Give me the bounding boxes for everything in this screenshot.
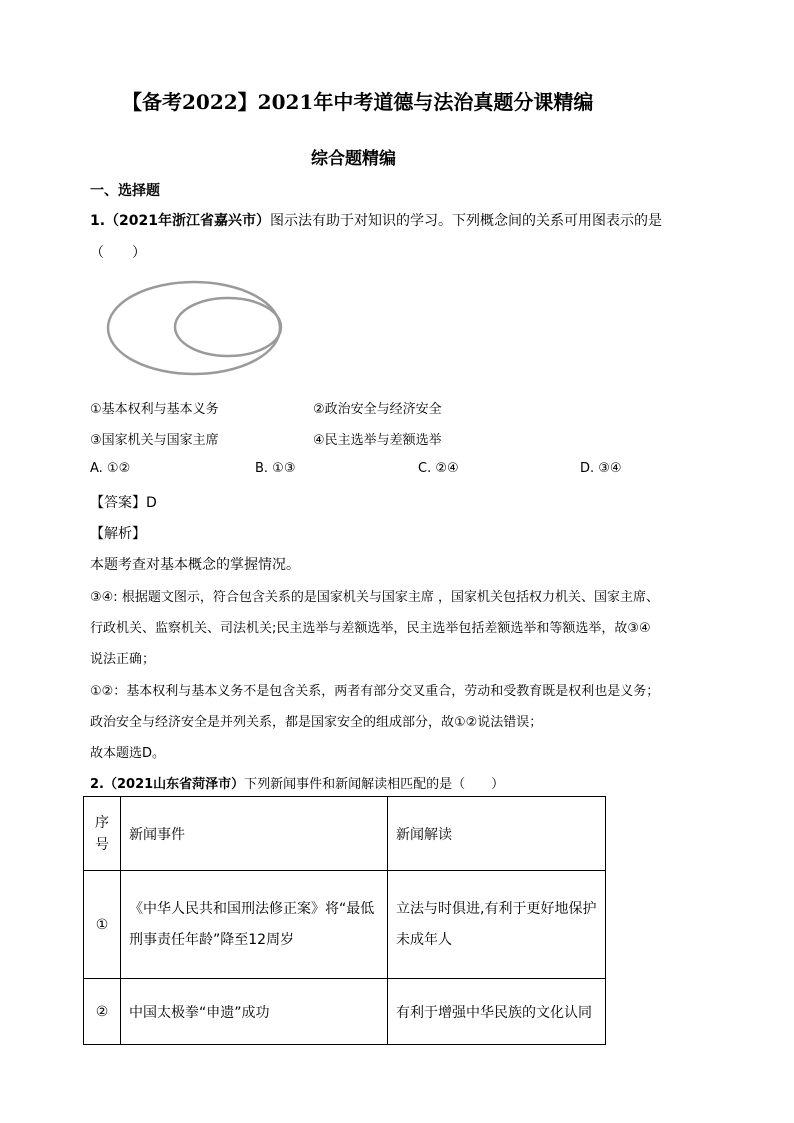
question-1-blank: （ ）: [90, 245, 146, 261]
header-interpretation: 新闻解读: [388, 797, 606, 871]
header-event: 新闻事件: [121, 797, 388, 871]
header-number-text: 序号: [95, 814, 109, 853]
row-1-interp-line-1: 立法与时俱进,有利于更好地保护: [396, 900, 597, 917]
analysis-line-2: ③④: 根据题文图示，符合包含关系的是国家机关与国家主席 ，国家机关包括权力机关、国家主席、: [90, 590, 659, 605]
row-1-event-line-2: 刑事责任年龄”降至12周岁: [129, 931, 295, 948]
question-2-stem: [90, 773, 504, 792]
question-1-text: 图示法有助于对知识的学习。下列概念间的关系可用图表示的是: [270, 213, 663, 229]
outer-ellipse: [108, 282, 280, 374]
choice-c: C. ②④: [418, 461, 459, 476]
question-2-text: 下列新闻事件和新闻解读相匹配的是（ ）: [244, 777, 505, 792]
analysis-label: 【解析】: [90, 526, 146, 542]
row-1-interp-line-2: 未成年人: [396, 931, 452, 948]
row-2-interpretation: 有利于增强中华民族的文化认同: [388, 979, 606, 1045]
choice-b: B. ①③: [255, 461, 296, 476]
section-heading: 一、选择题: [90, 183, 160, 199]
choice-a: A. ①②: [90, 461, 131, 476]
choice-d: D. ③④: [580, 461, 622, 476]
question-1-stem: [90, 210, 662, 230]
page-title: 【备考2022】2021年中考道德与法治真题分课精编: [122, 90, 594, 114]
table-row: [84, 871, 606, 979]
analysis-line-4: 说法正确；: [90, 652, 156, 667]
row-1-interpretation: [388, 871, 606, 979]
analysis-line-3: 行政机关、监察机关、司法机关;民主选举与差额选举，民主选举包括差额选举和等额选举，故③④: [90, 621, 651, 636]
row-1-event: [121, 871, 388, 979]
option-4: ④民主选举与差额选举: [313, 433, 442, 448]
row-2-number: ②: [84, 979, 121, 1045]
analysis-line-1: 本题考查对基本概念的掌握情况。: [90, 557, 300, 573]
option-3: ③国家机关与国家主席: [90, 433, 219, 448]
question-2-source: 2.（2021山东省菏泽市）: [90, 777, 245, 792]
question-1-source: 1.（2021年浙江省嘉兴市）: [90, 213, 271, 229]
table-header-row: [84, 797, 606, 871]
option-2: ②政治安全与经济安全: [313, 402, 442, 417]
inner-ellipse: [175, 298, 281, 356]
news-table: [83, 796, 606, 1045]
row-1-number: ①: [84, 871, 121, 979]
analysis-line-5: ①②：基本权利与基本义务不是包含关系，两者有部分交叉重合，劳动和受教育既是权利也是义务；: [90, 684, 660, 699]
option-1: ①基本权利与基本义务: [90, 402, 219, 417]
header-number: [84, 797, 121, 871]
analysis-line-6: 政治安全与经济安全是并列关系，都是国家安全的组成部分，故①②说法错误；: [90, 715, 543, 730]
venn-diagram: [104, 278, 286, 380]
analysis-line-7: 故本题选D。: [90, 746, 166, 761]
page-subtitle: 综合题精编: [311, 149, 396, 169]
row-2-event: 中国太极拳“申遗”成功: [121, 979, 388, 1045]
answer-label: 【答案】D: [90, 495, 157, 511]
table-row: [84, 979, 606, 1045]
row-1-event-line-1: 《中华人民共和国刑法修正案》将“最低: [129, 900, 375, 917]
